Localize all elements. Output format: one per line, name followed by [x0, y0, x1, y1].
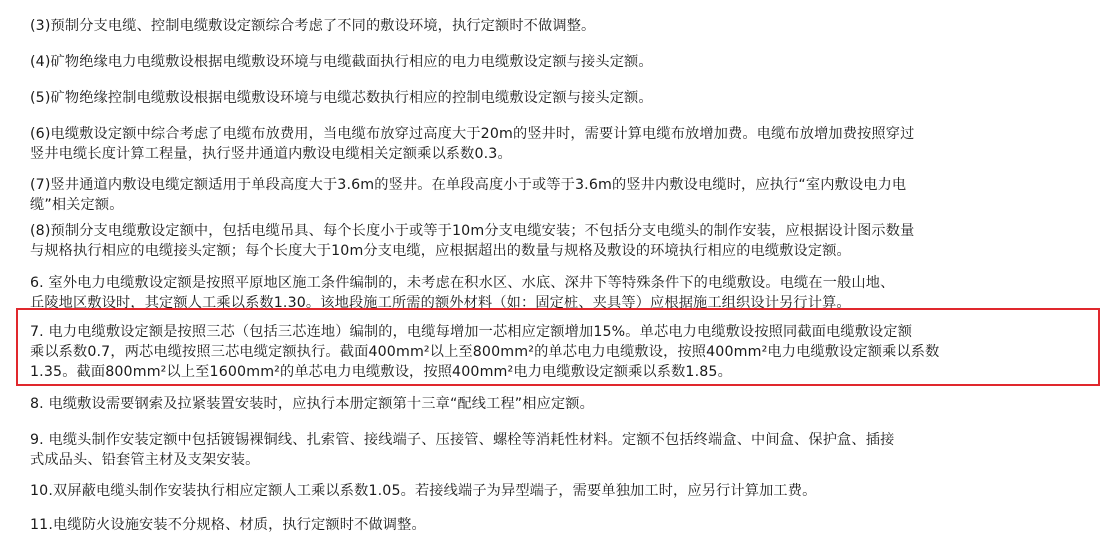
paragraph-4: [30, 52, 1080, 72]
paragraph-line: (7)竖井通道内敷设电缆定额适用于单段高度大于3.6m的竖井。在单段高度小于或等于3.6m的竖井内敷设电缆时，应执行“室内敷设电力电: [30, 177, 907, 193]
section-10: [30, 481, 1080, 501]
paragraph-line: 1.35。截面800mm²以上至1600mm²的单芯电力电缆敷设，按照400mm²电力电缆敷设定额乘以系数1.85。: [30, 364, 732, 380]
paragraph-line: 式成品头、铅套管主材及支架安装。: [30, 452, 260, 468]
paragraph-line: (3)预制分支电缆、控制电缆敷设定额综合考虑了不同的敷设环境，执行定额时不做调整。: [30, 18, 596, 34]
paragraph-line: 9. 电缆头制作安装定额中包括镀锡裸铜线、扎索管、接线端子、压接管、螺栓等消耗性材料。定额不包括终端盒、中间盒、保护盒、插接: [30, 432, 895, 448]
paragraph-line: 6. 室外电力电缆敷设定额是按照平原地区施工条件编制的，未考虑在积水区、水底、深井下等特殊条件下的电缆敷设。电缆在一般山地、: [30, 275, 895, 291]
section-8: [30, 394, 1080, 414]
paragraph-line: 10.双屏蔽电缆头制作安装执行相应定额人工乘以系数1.05。若接线端子为异型端子，需要单独加工时，应另行计算加工费。: [30, 483, 817, 499]
paragraph-7: [30, 175, 1080, 215]
paragraph-line: (5)矿物绝缘控制电缆敷设根据电缆敷设环境与电缆芯数执行相应的控制电缆敷设定额与接头定额。: [30, 90, 653, 106]
paragraph-line: 缆”相关定额。: [30, 197, 124, 213]
section-11: [30, 515, 1080, 535]
paragraph-8: [30, 221, 1080, 261]
paragraph-line: 与规格执行相应的电缆接头定额；每个长度大于10m分支电缆，应根据超出的数量与规格及敷设的环境执行相应的电缆敷设定额。: [30, 243, 851, 259]
paragraph-line: 竖井电缆长度计算工程量，执行竖井通道内敷设电缆相关定额乘以系数0.3。: [30, 146, 512, 162]
paragraph-line: 11.电缆防火设施安装不分规格、材质，执行定额时不做调整。: [30, 517, 426, 533]
paragraph-line: 8. 电缆敷设需要钢索及拉紧装置安装时，应执行本册定额第十三章“配线工程”相应定额。: [30, 396, 594, 412]
paragraph-line: (6)电缆敷设定额中综合考虑了电缆布放费用，当电缆布放穿过高度大于20m的竖井时，需要计算电缆布放增加费。电缆布放增加费按照穿过: [30, 126, 915, 142]
section-9: [30, 430, 1080, 470]
highlight-box: [16, 308, 1100, 386]
paragraph-line: 丘陵地区敷设时，其定额人工乘以系数1.30。该地段施工所需的额外材料（如：固定桩、夹具等）应根据施工组织设计另行计算。: [30, 295, 851, 311]
paragraph-line: 7. 电力电缆敷设定额是按照三芯（包括三芯连地）编制的，电缆每增加一芯相应定额增加15%。单芯电力电缆敷设按照同截面电缆敷设定额: [30, 324, 913, 340]
paragraph-3: [30, 16, 1080, 36]
paragraph-line: (8)预制分支电缆敷设定额中，包括电缆吊具、每个长度小于或等于10m分支电缆安装；不包括分支电缆头的制作安装，应根据设计图示数量: [30, 223, 915, 239]
paragraph-6: [30, 124, 1080, 164]
section-6: [30, 273, 1080, 313]
paragraph-5: [30, 88, 1080, 108]
paragraph-line: 乘以系数0.7，两芯电缆按照三芯电缆定额执行。截面400mm²以上至800mm²的单芯电力电缆敷设，按照400mm²电力电缆敷设定额乘以系数: [30, 344, 940, 360]
paragraph-line: (4)矿物绝缘电力电缆敷设根据电缆敷设环境与电缆截面执行相应的电力电缆敷设定额与接头定额。: [30, 54, 653, 70]
